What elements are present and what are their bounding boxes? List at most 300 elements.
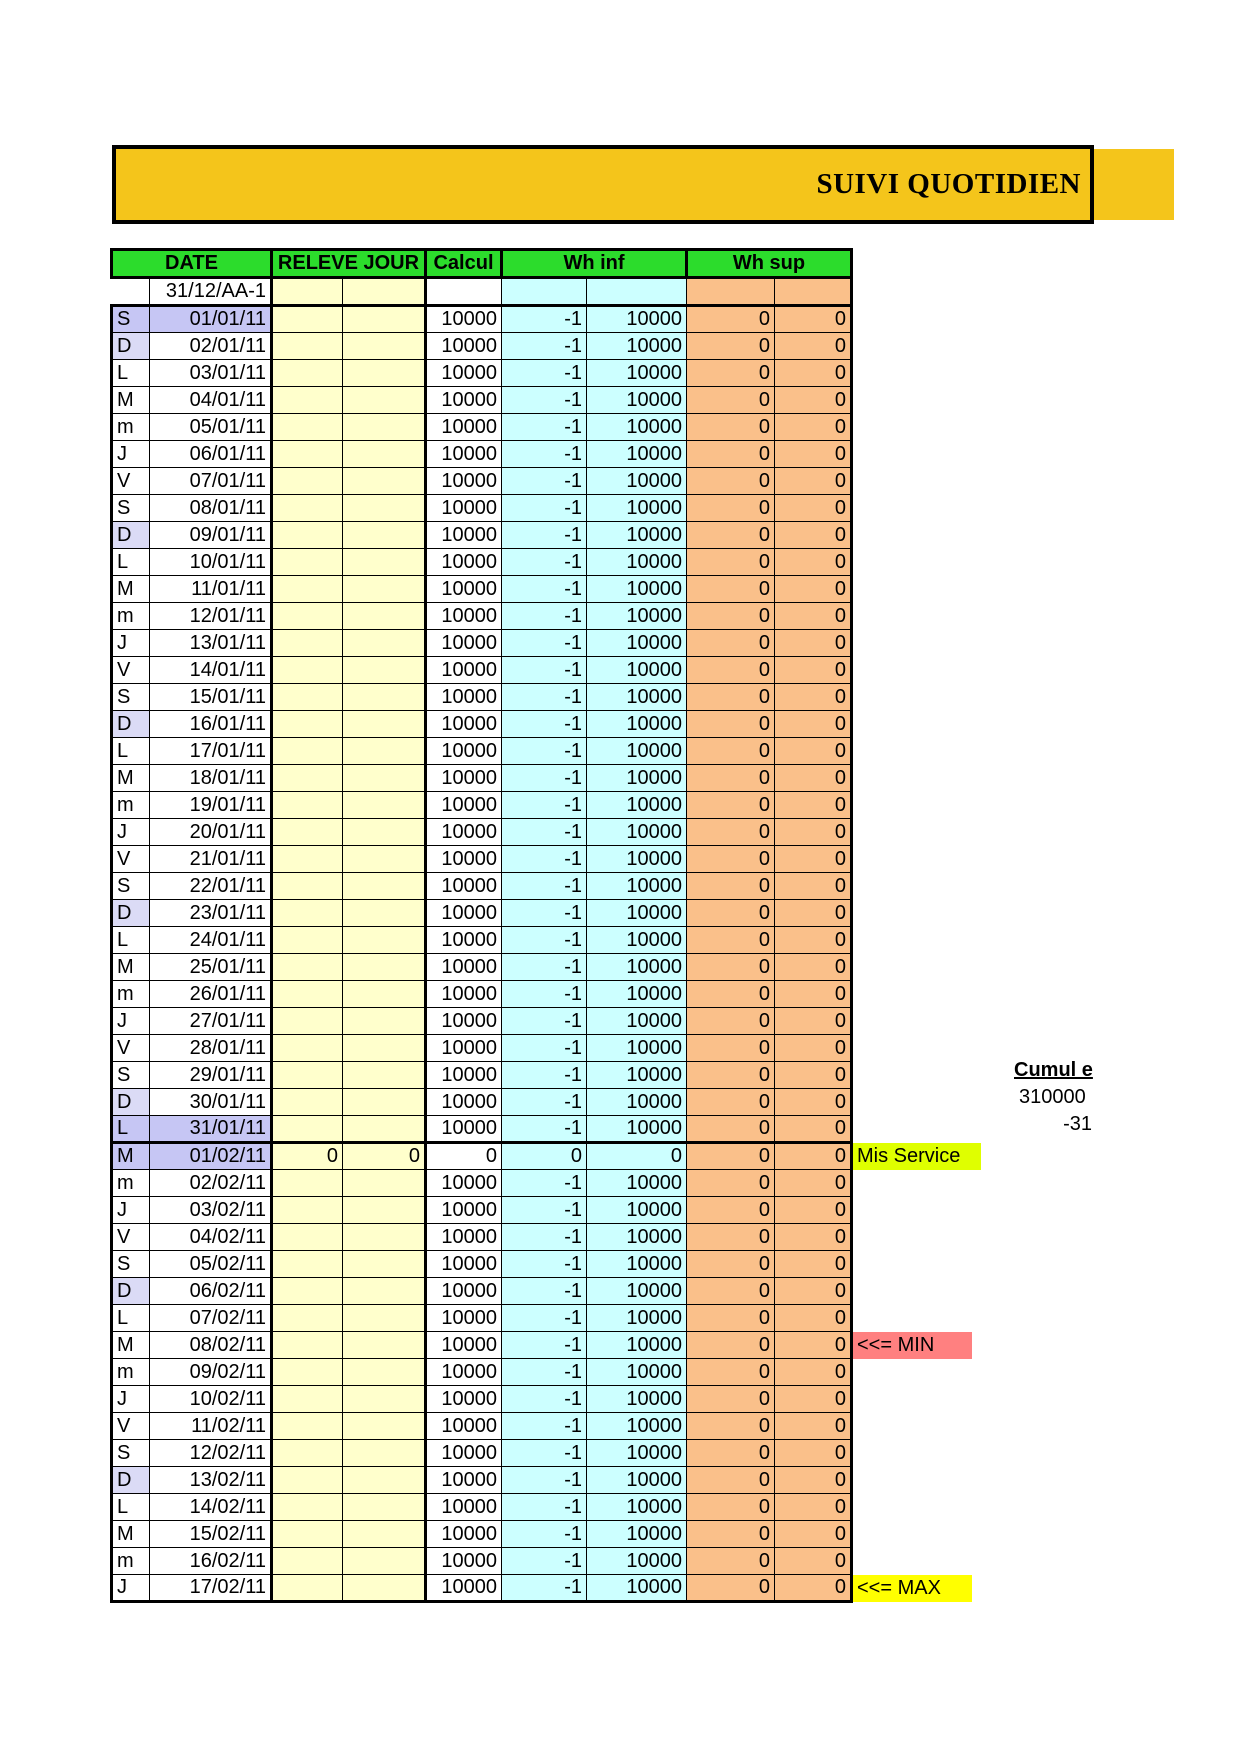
wh-sup-cell-1: 0 [687, 333, 775, 360]
calcul-cell: 10000 [426, 1170, 502, 1197]
calcul-cell: 10000 [426, 630, 502, 657]
day-cell: D [112, 900, 150, 927]
wh-inf-cell-1: -1 [502, 333, 587, 360]
date-cell: 11/01/11 [150, 576, 272, 603]
date-cell: 26/01/11 [150, 981, 272, 1008]
table-row [112, 306, 986, 333]
calcul-cell: 10000 [426, 1413, 502, 1440]
wh-inf-cell-2: 10000 [587, 1224, 687, 1251]
day-cell: L [112, 360, 150, 387]
wh-inf-cell-2: 10000 [587, 792, 687, 819]
wh-sup-cell-2: 0 [775, 1521, 852, 1548]
calcul-cell: 10000 [426, 900, 502, 927]
table-row [112, 1116, 986, 1143]
releve-cell-1 [272, 1008, 343, 1035]
table-row [112, 1521, 986, 1548]
day-cell: V [112, 846, 150, 873]
releve-cell-1 [272, 1494, 343, 1521]
note-cell [852, 603, 986, 630]
table-row [112, 657, 986, 684]
calcul-cell: 10000 [426, 792, 502, 819]
wh-inf-cell-2: 10000 [587, 1089, 687, 1116]
wh-inf-cell-1: -1 [502, 468, 587, 495]
wh-inf-cell-1: -1 [502, 1548, 587, 1575]
calcul-cell: 10000 [426, 549, 502, 576]
table-row [112, 1467, 986, 1494]
calcul-cell: 10000 [426, 954, 502, 981]
date-cell: 03/02/11 [150, 1197, 272, 1224]
releve-cell-2 [343, 873, 426, 900]
note-cell [852, 684, 986, 711]
date-cell: 10/01/11 [150, 549, 272, 576]
calcul-cell: 10000 [426, 414, 502, 441]
table-row [112, 1332, 986, 1359]
note-cell [852, 1332, 986, 1359]
releve-cell-1 [272, 1197, 343, 1224]
wh-sup-cell-1: 0 [687, 1467, 775, 1494]
wh-inf-cell-1: -1 [502, 1008, 587, 1035]
calcul-cell: 10000 [426, 1386, 502, 1413]
wh-inf-cell-2: 10000 [587, 873, 687, 900]
day-cell: D [112, 711, 150, 738]
wh-inf-cell-2: 10000 [587, 1305, 687, 1332]
wh-sup-cell-2: 0 [775, 1413, 852, 1440]
calcul-cell: 10000 [426, 360, 502, 387]
calcul-cell: 10000 [426, 522, 502, 549]
wh-inf-cell-2: 10000 [587, 468, 687, 495]
wh-sup-cell-1: 0 [687, 1575, 775, 1602]
wh-inf-cell-1: -1 [502, 954, 587, 981]
day-cell: D [112, 1089, 150, 1116]
releve-cell-2 [343, 1494, 426, 1521]
note-cell [852, 954, 986, 981]
daily-tracking-table [110, 248, 987, 1603]
wh-sup-cell-2: 0 [775, 738, 852, 765]
note-cell [852, 1305, 986, 1332]
day-cell: M [112, 765, 150, 792]
wh-sup-cell-1: 0 [687, 954, 775, 981]
calcul-cell: 10000 [426, 1062, 502, 1089]
calcul-cell: 10000 [426, 684, 502, 711]
table-row [112, 1575, 986, 1602]
releve-cell-2 [343, 360, 426, 387]
day-cell: L [112, 927, 150, 954]
releve-cell-1 [272, 1332, 343, 1359]
wh-inf-cell-2: 10000 [587, 981, 687, 1008]
releve-cell-1 [272, 441, 343, 468]
note-cell [852, 846, 986, 873]
day-cell: M [112, 1521, 150, 1548]
wh-sup-cell-2: 0 [775, 1224, 852, 1251]
date-cell: 04/02/11 [150, 1224, 272, 1251]
wh-inf-cell-2: 10000 [587, 441, 687, 468]
wh-sup-cell-1: 0 [687, 1386, 775, 1413]
calcul-cell: 10000 [426, 1305, 502, 1332]
table-row [112, 468, 986, 495]
wh-inf-cell-2: 10000 [587, 522, 687, 549]
calcul-cell: 10000 [426, 819, 502, 846]
date-cell: 01/01/11 [150, 306, 272, 333]
releve-cell-1 [272, 846, 343, 873]
calcul-cell: 0 [426, 1143, 502, 1170]
releve-cell-1 [272, 1116, 343, 1143]
note-cell [852, 1170, 986, 1197]
wh-sup-cell-1: 0 [687, 711, 775, 738]
releve-cell-1 [272, 927, 343, 954]
wh-sup-cell-1: 0 [687, 684, 775, 711]
note-cell [852, 981, 986, 1008]
wh-sup-cell-2: 0 [775, 1467, 852, 1494]
note-cell [852, 1467, 986, 1494]
header-row [112, 250, 986, 278]
releve-cell-2 [343, 1062, 426, 1089]
day-cell: D [112, 1278, 150, 1305]
date-cell: 02/02/11 [150, 1170, 272, 1197]
table-row [112, 954, 986, 981]
wh-inf-cell-1: -1 [502, 1332, 587, 1359]
day-cell: m [112, 414, 150, 441]
wh-sup-cell-1: 0 [687, 441, 775, 468]
wh-sup-cell-1: 0 [687, 873, 775, 900]
wh-sup-cell-1: 0 [687, 1116, 775, 1143]
date-cell: 09/02/11 [150, 1359, 272, 1386]
wh-inf-cell-1: -1 [502, 1170, 587, 1197]
note-cell [852, 278, 986, 306]
wh-sup-cell-1: 0 [687, 1035, 775, 1062]
table-row [112, 1548, 986, 1575]
wh-inf-cell-1: -1 [502, 522, 587, 549]
calcul-cell: 10000 [426, 1089, 502, 1116]
wh-sup-cell-2: 0 [775, 1548, 852, 1575]
note-cell [852, 873, 986, 900]
date-cell: 08/01/11 [150, 495, 272, 522]
wh-inf-cell-1: -1 [502, 1305, 587, 1332]
wh-inf-cell-1: -1 [502, 711, 587, 738]
wh-sup-cell-1: 0 [687, 1440, 775, 1467]
calcul-cell: 10000 [426, 1197, 502, 1224]
table-row [112, 1224, 986, 1251]
note-cell [852, 1548, 986, 1575]
table-row [112, 495, 986, 522]
wh-inf-cell-1: -1 [502, 927, 587, 954]
table-row [112, 360, 986, 387]
wh-sup-cell-1: 0 [687, 900, 775, 927]
date-cell: 07/01/11 [150, 468, 272, 495]
date-cell: 27/01/11 [150, 1008, 272, 1035]
date-cell: 10/02/11 [150, 1386, 272, 1413]
wh-inf-cell-1: 0 [502, 1143, 587, 1170]
wh-sup-cell-2: 0 [775, 495, 852, 522]
releve-cell-1 [272, 1089, 343, 1116]
releve-cell-2 [343, 738, 426, 765]
releve-cell-2 [343, 900, 426, 927]
table-row-init [112, 278, 986, 306]
note-cell [852, 711, 986, 738]
wh-inf-cell-2: 10000 [587, 576, 687, 603]
wh-sup-cell-2: 0 [775, 846, 852, 873]
col-header-date: DATE [112, 250, 272, 278]
calcul-cell: 10000 [426, 765, 502, 792]
wh-sup-cell-2: 0 [775, 387, 852, 414]
wh-inf-cell-1: -1 [502, 1197, 587, 1224]
releve-cell-1 [272, 522, 343, 549]
wh-sup-cell-1: 0 [687, 1143, 775, 1170]
date-cell: 15/02/11 [150, 1521, 272, 1548]
wh-inf-cell-2: 10000 [587, 1197, 687, 1224]
day-cell: L [112, 549, 150, 576]
table-row [112, 522, 986, 549]
wh-inf-cell-2: 10000 [587, 1575, 687, 1602]
wh-sup-cell-2: 0 [775, 981, 852, 1008]
date-cell: 17/01/11 [150, 738, 272, 765]
note-cell [852, 1413, 986, 1440]
releve-cell-2 [343, 1521, 426, 1548]
date-cell: 08/02/11 [150, 1332, 272, 1359]
wh-sup-cell-2: 0 [775, 792, 852, 819]
wh-sup-cell-1: 0 [687, 522, 775, 549]
date-cell: 22/01/11 [150, 873, 272, 900]
wh-sup-cell-1: 0 [687, 495, 775, 522]
calcul-cell: 10000 [426, 1251, 502, 1278]
wh-sup-cell-2: 0 [775, 549, 852, 576]
date-cell: 13/02/11 [150, 1467, 272, 1494]
wh-inf-cell-1: -1 [502, 1062, 587, 1089]
releve-cell-2 [343, 278, 426, 306]
table-row [112, 1413, 986, 1440]
releve-cell-1 [272, 1359, 343, 1386]
wh-sup-cell-1: 0 [687, 1170, 775, 1197]
wh-inf-cell-2: 10000 [587, 1548, 687, 1575]
note-cell [852, 576, 986, 603]
day-cell: L [112, 1116, 150, 1143]
releve-cell-2 [343, 1197, 426, 1224]
table-row [112, 1251, 986, 1278]
date-cell: 25/01/11 [150, 954, 272, 981]
note-cell [852, 1008, 986, 1035]
wh-inf-cell-1: -1 [502, 1116, 587, 1143]
table-row [112, 792, 986, 819]
releve-cell-2 [343, 1089, 426, 1116]
releve-cell-1 [272, 1224, 343, 1251]
calcul-cell: 10000 [426, 711, 502, 738]
wh-sup-cell-1: 0 [687, 468, 775, 495]
calcul-cell: 10000 [426, 1575, 502, 1602]
date-cell: 15/01/11 [150, 684, 272, 711]
wh-inf-cell-1: -1 [502, 1386, 587, 1413]
col-header-releve-jour: RELEVE JOUR [272, 250, 426, 278]
releve-cell-2 [343, 441, 426, 468]
releve-cell-1 [272, 954, 343, 981]
date-cell: 05/02/11 [150, 1251, 272, 1278]
wh-sup-cell-1: 0 [687, 1305, 775, 1332]
day-cell: V [112, 1035, 150, 1062]
day-cell: m [112, 1170, 150, 1197]
wh-sup-cell-2: 0 [775, 1062, 852, 1089]
note-cell [852, 387, 986, 414]
wh-sup-cell-2: 0 [775, 1440, 852, 1467]
wh-sup-cell-2: 0 [775, 522, 852, 549]
note-cell [852, 1251, 986, 1278]
wh-sup-cell-1: 0 [687, 1548, 775, 1575]
wh-inf-cell-2: 10000 [587, 1386, 687, 1413]
date-cell: 12/02/11 [150, 1440, 272, 1467]
wh-inf-cell-2: 10000 [587, 1278, 687, 1305]
date-cell: 29/01/11 [150, 1062, 272, 1089]
note-cell [852, 1197, 986, 1224]
date-cell: 05/01/11 [150, 414, 272, 441]
releve-cell-2 [343, 711, 426, 738]
wh-inf-cell-1: -1 [502, 306, 587, 333]
day-cell: J [112, 630, 150, 657]
wh-inf-cell-1: -1 [502, 846, 587, 873]
releve-cell-1 [272, 711, 343, 738]
note-column-spacer [852, 250, 986, 278]
releve-cell-1 [272, 1170, 343, 1197]
wh-inf-cell-1: -1 [502, 603, 587, 630]
releve-cell-1 [272, 1062, 343, 1089]
releve-cell-2 [343, 1305, 426, 1332]
releve-cell-1 [272, 1251, 343, 1278]
releve-cell-2 [343, 333, 426, 360]
wh-inf-cell-2: 10000 [587, 765, 687, 792]
releve-cell-2 [343, 549, 426, 576]
wh-sup-cell-1: 0 [687, 927, 775, 954]
day-cell: J [112, 819, 150, 846]
table-row [112, 414, 986, 441]
wh-sup-cell-2: 0 [775, 360, 852, 387]
wh-inf-cell-1: -1 [502, 819, 587, 846]
releve-cell-2 [343, 792, 426, 819]
day-cell: D [112, 522, 150, 549]
wh-inf-cell-1: -1 [502, 495, 587, 522]
table-row [112, 1440, 986, 1467]
wh-inf-cell-2: 10000 [587, 387, 687, 414]
releve-cell-1 [272, 549, 343, 576]
releve-cell-2 [343, 1170, 426, 1197]
cumul-delta-value: -31 [1063, 1113, 1092, 1135]
day-cell: D [112, 333, 150, 360]
calcul-cell: 10000 [426, 333, 502, 360]
releve-cell-1 [272, 1440, 343, 1467]
wh-sup-cell-2: 0 [775, 1575, 852, 1602]
wh-sup-cell-1: 0 [687, 414, 775, 441]
wh-inf-cell-1: -1 [502, 1575, 587, 1602]
calcul-cell: 10000 [426, 1521, 502, 1548]
wh-sup-cell-2: 0 [775, 1035, 852, 1062]
date-cell: 30/01/11 [150, 1089, 272, 1116]
wh-sup-cell-2: 0 [775, 630, 852, 657]
wh-inf-cell-2: 10000 [587, 711, 687, 738]
releve-cell-1 [272, 603, 343, 630]
wh-sup-cell-2: 0 [775, 333, 852, 360]
date-cell: 18/01/11 [150, 765, 272, 792]
wh-inf-cell-2: 10000 [587, 414, 687, 441]
wh-sup-cell-2: 0 [775, 1143, 852, 1170]
table-row [112, 819, 986, 846]
wh-inf-cell-1: -1 [502, 1359, 587, 1386]
day-cell: L [112, 1305, 150, 1332]
table-row [112, 1197, 986, 1224]
table-row [112, 1278, 986, 1305]
wh-sup-cell-2: 0 [775, 1494, 852, 1521]
note-cell [852, 522, 986, 549]
wh-sup-cell-1: 0 [687, 576, 775, 603]
releve-cell-1 [272, 333, 343, 360]
wh-inf-cell-1 [502, 278, 587, 306]
releve-cell-2 [343, 522, 426, 549]
releve-cell-2 [343, 765, 426, 792]
releve-cell-1 [272, 278, 343, 306]
wh-inf-cell-1: -1 [502, 387, 587, 414]
date-cell: 06/02/11 [150, 1278, 272, 1305]
releve-cell-1 [272, 819, 343, 846]
title-banner-extension [1094, 149, 1174, 220]
table-row [112, 711, 986, 738]
wh-inf-cell-1: -1 [502, 549, 587, 576]
calcul-cell: 10000 [426, 1467, 502, 1494]
calcul-cell: 10000 [426, 306, 502, 333]
note-cell [852, 765, 986, 792]
wh-sup-cell-1: 0 [687, 981, 775, 1008]
wh-inf-cell-1: -1 [502, 360, 587, 387]
day-cell [112, 278, 150, 306]
wh-sup-cell-2: 0 [775, 603, 852, 630]
day-cell: M [112, 954, 150, 981]
wh-inf-cell-2: 10000 [587, 819, 687, 846]
date-cell: 04/01/11 [150, 387, 272, 414]
wh-sup-cell-2: 0 [775, 1197, 852, 1224]
wh-inf-cell-1: -1 [502, 576, 587, 603]
releve-cell-1 [272, 1386, 343, 1413]
releve-cell-1 [272, 1413, 343, 1440]
day-cell: V [112, 1413, 150, 1440]
calcul-cell: 10000 [426, 1440, 502, 1467]
date-cell: 07/02/11 [150, 1305, 272, 1332]
wh-sup-cell-2: 0 [775, 1116, 852, 1143]
wh-inf-cell-1: -1 [502, 630, 587, 657]
note-cell [852, 1494, 986, 1521]
releve-cell-2 [343, 1440, 426, 1467]
day-cell: m [112, 981, 150, 1008]
table-row [112, 1494, 986, 1521]
releve-cell-1 [272, 576, 343, 603]
table-row [112, 1359, 986, 1386]
day-cell: S [112, 1251, 150, 1278]
releve-cell-1 [272, 1278, 343, 1305]
date-cell: 02/01/11 [150, 333, 272, 360]
wh-sup-cell-2: 0 [775, 765, 852, 792]
wh-sup-cell-1: 0 [687, 792, 775, 819]
date-cell: 11/02/11 [150, 1413, 272, 1440]
releve-cell-2 [343, 1008, 426, 1035]
date-cell: 31/01/11 [150, 1116, 272, 1143]
wh-sup-cell-2: 0 [775, 414, 852, 441]
wh-inf-cell-2: 10000 [587, 846, 687, 873]
wh-sup-cell-2: 0 [775, 1008, 852, 1035]
releve-cell-2 [343, 1251, 426, 1278]
min-marker-label: <<= MIN [853, 1332, 972, 1359]
wh-inf-cell-2: 10000 [587, 495, 687, 522]
releve-cell-2 [343, 954, 426, 981]
col-header-wh-inf: Wh inf [502, 250, 687, 278]
day-cell: V [112, 468, 150, 495]
releve-cell-2 [343, 1359, 426, 1386]
date-cell: 01/02/11 [150, 1143, 272, 1170]
mis-service-label: Mis Service [853, 1143, 981, 1170]
date-cell: 14/02/11 [150, 1494, 272, 1521]
releve-cell-1 [272, 414, 343, 441]
day-cell: m [112, 603, 150, 630]
